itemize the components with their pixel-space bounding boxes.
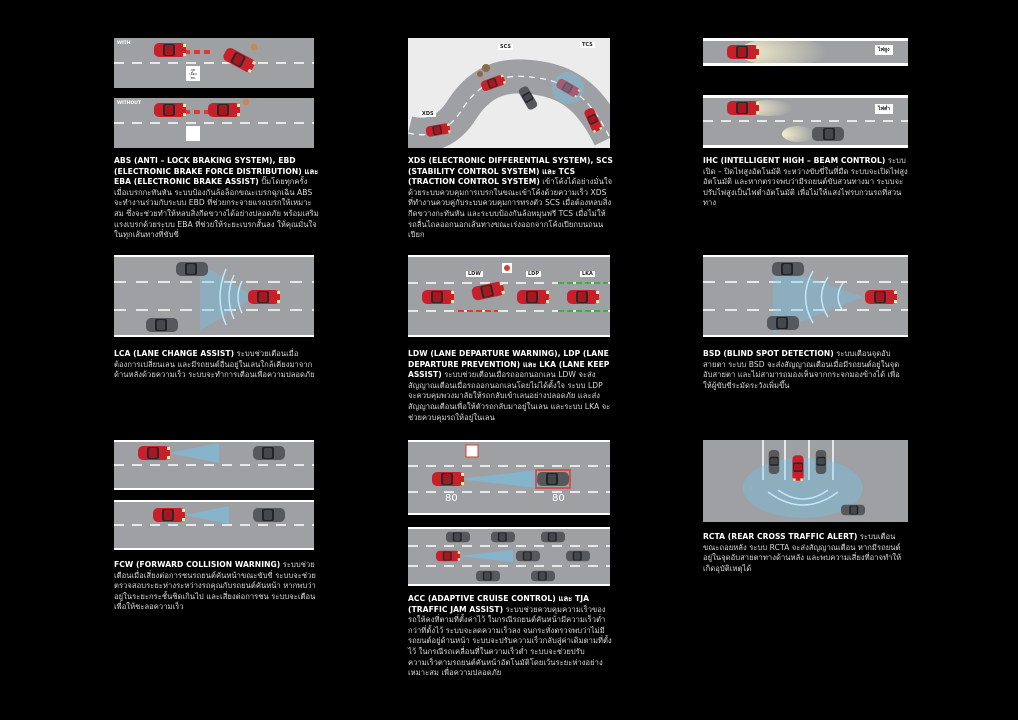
rcta-title: RCTA (REAR CROSS TRAFFIC ALERT)	[703, 532, 858, 541]
ihc-body: ระบบเปิด – ปิดไฟสูงอัตโนมัติ ระหว่างขับขี่ในที่มืด ระบบจะเปิดไฟสูงอัตโนมัติ และหากตรวจพบว่ามีรถยนต์ขับสวนทางมา ระบบจะปรับไฟสูงเป็นไฟต่ำอัตโนมัติ เพื่อไม่ให้แสงไฟรบกวนรถที่สวนทาง	[703, 156, 908, 208]
xds-description	[408, 156, 613, 241]
acc-illustration	[408, 440, 610, 586]
xds-scs-label: SCS	[500, 44, 511, 50]
xds-tcs-label: TCS	[582, 42, 593, 48]
acc-title: ACC (ADAPTIVE CRUISE CONTROL) และ TJA (TRAFFIC JAM ASSIST)	[408, 594, 590, 614]
ldw-title: LDW (LANE DEPARTURE WARNING), LDP (LANE DEPARTURE PREVENTION) และ LKA (LANE KEEP ASSIST)	[408, 349, 610, 380]
lca-body: ระบบช่วยเตือนเมื่อต้องการเปลี่ยนเลน และมีรถยนต์อื่นอยู่ในเลนใกล้เคียงมาจากด้านหลังด้วยความเร็ว ระบบจะทำการเตือนเพื่อความปลอดภัย	[114, 349, 315, 380]
ldw-description	[408, 349, 613, 423]
abs-description	[114, 156, 319, 241]
rcta-body: ระบบเตือนขณะถอยหลัง ระบบ RCTA จะส่งสัญญาณเตือน หากมีรถยนต์อยู่ในจุดอับสายตาทางด้านหลัง และพบความเสี่ยงที่อาจทำให้เกิดอุบัติเหตุได้	[703, 532, 902, 573]
lka-label: LKA	[582, 271, 593, 277]
lca-description	[114, 349, 319, 381]
bsd-illustration	[703, 255, 908, 337]
abs-body: ปั๊มโดยทุกครั้งเมื่อเบรกกะทันหัน ระบบป้องกันล้อล็อกขณะเบรกฉุกเฉิน ABS จะทำงานร่วมกับระบบ EBD ที่ช่วยกระจายแรงเบรกให้เหมาะสม ซึ่งจะช่วยทำให้หลบสิ่งกีดขวางได้อย่างปลอดภัย พร้อมเสริมแรงเบรกด้วยระบบ EBA ที่ช่วยให้ระยะเบรกสั้นลง ให้คุณมั่นใจในทุกเส้นทางที่ขับขี่	[114, 177, 319, 240]
ldw-body: ระบบช่วยเตือนเมื่อรถออกนอกเลน LDW จะส่งสัญญาณเตือนเมื่อรถออกนอกเลนโดยไม่ได้ตั้งใจ ระบบ LDP จะควบคุมพวงมาลัยให้รถกลับเข้าเลนอย่างปลอดภัย และส่งสัญญาณเตือนเพื่อให้ตัวรถกลับมาอยู่ในเลน และระบบ LKA จะช่วยควบคุมรถให้อยู่ในเลน	[408, 370, 611, 422]
xds-illustration	[408, 38, 610, 148]
ldw-label: LDW	[468, 271, 481, 277]
fcw-illustration	[114, 440, 314, 550]
ldp-label: LDP	[528, 271, 540, 277]
abs-illustration	[114, 38, 314, 148]
fcw-body: ระบบช่วยเตือนเมื่อเสี่ยงต่อการชนรถยนต์คันหน้าขณะขับขี่ ระบบจะช่วยตรวจสอบระยะห่างระหว่างรถคุณกับรถยนต์คันหน้า หากพบว่าอยู่ในระยะกระชั้นชิดเกินไป และเสี่ยงต่อการชน ระบบจะเตือนเพื่อให้ชะลอความเร็ว	[114, 560, 316, 612]
bsd-description	[703, 349, 908, 391]
ihc-high-beam-label: ไฟสูง	[875, 45, 893, 55]
bsd-title: BSD (BLIND SPOT DETECTION)	[703, 349, 834, 358]
acc-body: ระบบช่วยควบคุมความเร็วของรถให้คงที่ตามที่ตั้งค่าไว้ ในกรณีรถยนต์คันหน้ามีความเร็วต่ำกว่าที่ตั้งไว้ ระบบจะลดความเร็วลง จนกระทั่งตรวจพบว่าไม่มีรถยนต์อยู่ด้านหน้า ระบบจะปรับความเร็วกลับสู่ค่าเดิมตามที่ตั้งไว้ ในกรณีรถเคลื่อนที่ในความเร็วต่ำ ระบบจะช่วยปรับความเร็วตามรถยนต์คันหน้าอัตโนมัติโดยเว้นระยะห่างอย่างเหมาะสม เพื่อความปลอดภัย	[408, 604, 612, 678]
abs-sign-label: จุด เลี่ยง ชน	[189, 68, 197, 80]
ihc-low-beam-label: ไฟต่ำ	[875, 104, 893, 114]
xds-body: เข้าโค้งได้อย่างมั่นใจด้วยระบบควบคุมการเบรกในขณะเข้าโค้งด้วยความเร็ว XDS ที่ทำงานควบคู่กับระบบควบคุมการทรงตัว SCS เมื่อต้องหลบสิ่งกีดขวางกะทันหัน และระบบป้องกันล้อหมุนฟรี TCS เมื่อไม่ให้รถลื่นไถลออกนอกเส้นทางขณะเร่งออกจากโค้งเปียกบนถนนเปียก	[408, 177, 613, 240]
acc-speed-right: 80	[552, 493, 565, 504]
abs-with-label: WITH	[117, 41, 131, 46]
ihc-title: IHC (INTELLIGENT HIGH – BEAM CONTROL)	[703, 156, 886, 165]
rcta-description	[703, 532, 908, 574]
bsd-body: ระบบเตือนจุดอับสายตา ระบบ BSD จะส่งสัญญาณเตือนเมื่อมีรถยนต์อยู่ในจุดอับสายตา และไม่สามารถมองเห็นจากกระจกมองข้างได้ เพื่อให้ผู้ขับขี่ระมัดระวังเพิ่มขึ้น	[703, 349, 900, 390]
abs-without-label: WITHOUT	[117, 101, 142, 106]
abs-title: ABS (ANTI – LOCK BRAKING SYSTEM), EBD (ELECTRONIC BRAKE FORCE DISTRIBUTION) และ EBA (ELECTRONIC BRAKE ASSIST)	[114, 156, 319, 187]
acc-speed-left: 80	[445, 493, 458, 504]
fcw-title: FCW (FORWARD COLLISION WARNING)	[114, 560, 281, 569]
ldw-illustration	[408, 255, 610, 337]
ihc-illustration	[703, 38, 908, 148]
fcw-description	[114, 560, 319, 613]
acc-description	[408, 594, 613, 679]
lca-title: LCA (LANE CHANGE ASSIST)	[114, 349, 235, 358]
xds-xds-label: XDS	[422, 111, 434, 117]
ihc-description	[703, 156, 908, 209]
rcta-illustration	[703, 440, 908, 522]
xds-title: XDS (ELECTRONIC DIFFERENTIAL SYSTEM), SCS (STABILITY CONTROL SYSTEM) และ TCS (TRACTION CONTROL SYSTEM)	[408, 156, 613, 187]
lca-illustration	[114, 255, 314, 337]
